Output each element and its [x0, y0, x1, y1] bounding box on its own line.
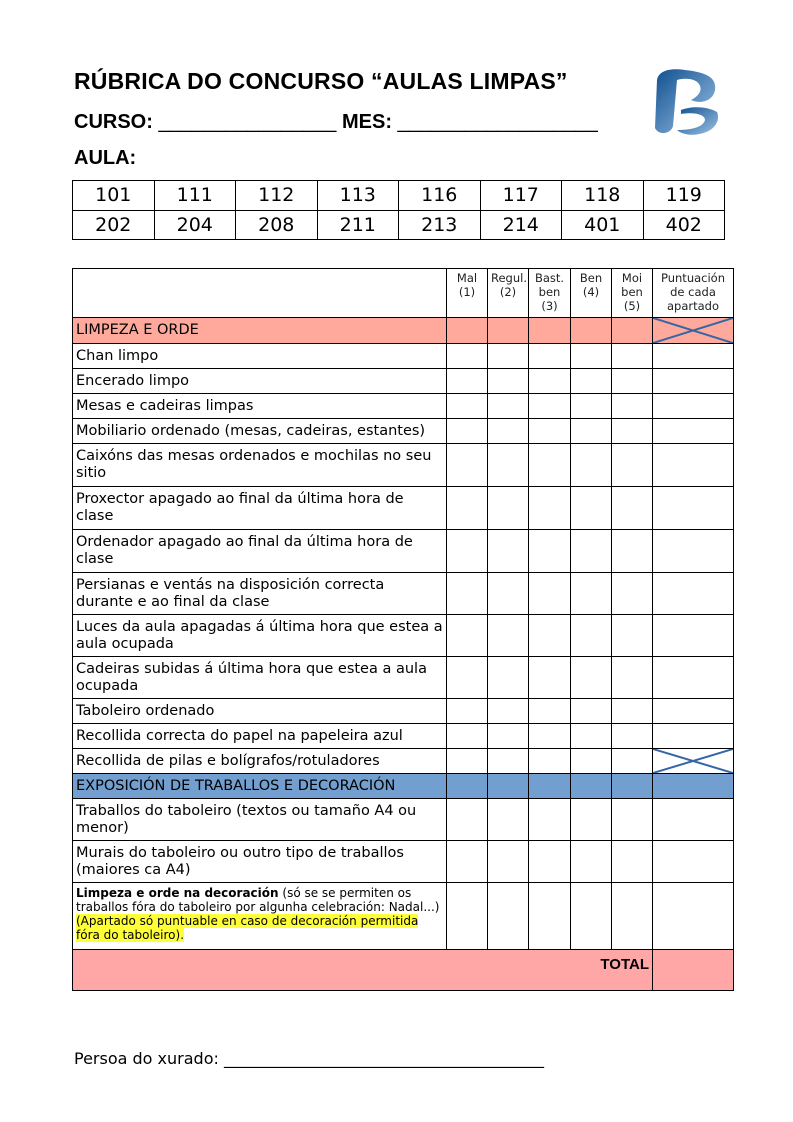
score-cell[interactable] [488, 419, 529, 444]
section-row-limpeza [73, 318, 734, 344]
criterion-row [73, 394, 734, 419]
score-cell[interactable] [447, 883, 488, 950]
score-cell[interactable] [571, 749, 612, 774]
criterion-label: Cadeiras subidas á última hora que estea a aula ocupada [73, 657, 447, 699]
points-cell[interactable] [653, 394, 734, 419]
criterion-row [73, 344, 734, 369]
curso-mes-line [74, 111, 598, 134]
curso-field[interactable]: ________________ [158, 111, 337, 133]
score-cell[interactable] [571, 487, 612, 530]
score-cell[interactable] [447, 749, 488, 774]
score-cell[interactable] [447, 841, 488, 883]
room-cell[interactable]: 202 [73, 210, 155, 240]
score-cell[interactable] [612, 573, 653, 615]
room-cell[interactable]: 118 [562, 181, 644, 211]
criterion-row [73, 699, 734, 724]
score-cell[interactable] [571, 841, 612, 883]
decoration-note: (Apartado só puntuable en caso de decoración permitida fóra do taboleiro). [76, 914, 419, 942]
col-header-mal: Mal (1) [447, 269, 488, 318]
score-cell[interactable] [612, 344, 653, 369]
col-header-regul: Regul. (2) [488, 269, 529, 318]
jury-name-field[interactable]: ________________________________________ [223, 1049, 544, 1068]
criterion-label: Chan limpo [73, 344, 447, 369]
curso-label: CURSO: [74, 111, 153, 133]
criterion-label: Recollida correcta do papel na papeleira azul [73, 724, 447, 749]
criterion-label: Luces da aula apagadas á última hora que estea a aula ocupada [73, 615, 447, 657]
score-cell[interactable] [612, 841, 653, 883]
points-cell[interactable] [653, 487, 734, 530]
score-cell[interactable] [529, 369, 571, 394]
criterion-row [73, 841, 734, 883]
points-cell[interactable] [653, 530, 734, 573]
room-cell[interactable]: 119 [643, 181, 725, 211]
score-cell[interactable] [612, 657, 653, 699]
rubric-table [72, 268, 734, 991]
points-cell[interactable] [653, 369, 734, 394]
total-label: TOTAL [73, 950, 653, 991]
room-cell[interactable]: 208 [236, 210, 318, 240]
score-cell[interactable] [488, 615, 529, 657]
col-header-puntuacion: Puntuación de cada apartado [653, 269, 734, 318]
score-cell[interactable] [529, 749, 571, 774]
room-row-2 [73, 210, 725, 240]
score-cell[interactable] [529, 883, 571, 950]
criterion-label: Ordenador apagado ao final da última hora de clase [73, 530, 447, 573]
score-cell[interactable] [529, 444, 571, 487]
score-cell[interactable] [612, 615, 653, 657]
criterion-row [73, 724, 734, 749]
score-cell[interactable] [447, 444, 488, 487]
criterion-label: Encerado limpo [73, 369, 447, 394]
room-row-1 [73, 181, 725, 211]
page-title: RÚBRICA DO CONCURSO “AULAS LIMPAS” [74, 68, 568, 94]
score-cell[interactable] [612, 799, 653, 841]
room-cell[interactable]: 112 [236, 181, 318, 211]
cross-icon [653, 749, 733, 773]
criterion-label: Caixóns das mesas ordenados e mochilas no seu sitio [73, 444, 447, 487]
score-cell[interactable] [447, 530, 488, 573]
score-cell[interactable] [529, 530, 571, 573]
score-cell[interactable] [488, 530, 529, 573]
room-cell[interactable]: 214 [480, 210, 562, 240]
criterion-label: Persianas e ventás na disposición correcta durante e ao final da clase [73, 573, 447, 615]
score-cell[interactable] [447, 344, 488, 369]
jury-label: Persoa do xurado: [74, 1049, 219, 1068]
room-cell[interactable]: 117 [480, 181, 562, 211]
criterion-row [73, 419, 734, 444]
score-cell[interactable] [488, 749, 529, 774]
score-cell[interactable] [529, 657, 571, 699]
points-cell[interactable] [653, 724, 734, 749]
criteria-header [73, 269, 447, 318]
col-header-ben: Ben (4) [571, 269, 612, 318]
score-cell[interactable] [529, 419, 571, 444]
score-cell[interactable] [571, 344, 612, 369]
score-cell[interactable] [529, 344, 571, 369]
room-cell[interactable]: 101 [73, 181, 155, 211]
room-cell[interactable]: 116 [399, 181, 481, 211]
criterion-label: Taboleiro ordenado [73, 699, 447, 724]
section-title: EXPOSICIÓN DE TRABALLOS E DECORACIÓN [73, 774, 447, 799]
score-cell[interactable] [612, 369, 653, 394]
score-cell[interactable] [612, 724, 653, 749]
room-cell[interactable]: 211 [317, 210, 399, 240]
score-cell[interactable] [529, 394, 571, 419]
score-cell[interactable] [612, 487, 653, 530]
criterion-label: Murais do taboleiro ou outro tipo de traballos (maiores ca A4) [73, 841, 447, 883]
score-cell[interactable] [529, 487, 571, 530]
points-cell[interactable] [653, 657, 734, 699]
points-cell[interactable] [653, 615, 734, 657]
score-cell[interactable] [571, 444, 612, 487]
score-cell[interactable] [529, 724, 571, 749]
score-cell[interactable] [571, 419, 612, 444]
score-cell[interactable] [529, 699, 571, 724]
score-cell[interactable] [447, 699, 488, 724]
col-header-bast-ben: Bast. ben (3) [529, 269, 571, 318]
score-cell[interactable] [488, 883, 529, 950]
crossed-out-cell [653, 749, 734, 774]
score-cell[interactable] [488, 369, 529, 394]
criterion-label: Traballos do taboleiro (textos ou tamaño A4 ou menor) [73, 799, 447, 841]
room-cell[interactable]: 113 [317, 181, 399, 211]
criterion-row [73, 530, 734, 573]
score-cell[interactable] [612, 444, 653, 487]
criterion-label-decoration [73, 883, 447, 950]
score-cell[interactable] [529, 615, 571, 657]
score-cell[interactable] [529, 841, 571, 883]
jury-signature-line [74, 1049, 544, 1068]
score-cell[interactable] [612, 883, 653, 950]
col-header-moi-ben: Moi ben (5) [612, 269, 653, 318]
criterion-row-decoration [73, 883, 734, 950]
crossed-out-cell [653, 318, 734, 344]
score-cell[interactable] [529, 573, 571, 615]
score-cell[interactable] [571, 699, 612, 724]
rubric-header-row [73, 269, 734, 318]
score-cell[interactable] [571, 369, 612, 394]
score-cell[interactable] [571, 615, 612, 657]
score-cell[interactable] [612, 530, 653, 573]
score-cell[interactable] [571, 799, 612, 841]
room-cell[interactable]: 402 [643, 210, 725, 240]
room-cell[interactable]: 204 [154, 210, 236, 240]
room-cell[interactable]: 213 [399, 210, 481, 240]
room-cell[interactable]: 111 [154, 181, 236, 211]
score-cell[interactable] [488, 657, 529, 699]
score-cell[interactable] [571, 724, 612, 749]
decoration-detail: (só se se permiten os traballos fóra do taboleiro por algunha celebración: Nadal...) [76, 886, 440, 914]
criterion-row [73, 444, 734, 487]
score-cell[interactable] [488, 699, 529, 724]
score-cell[interactable] [488, 841, 529, 883]
score-cell[interactable] [488, 344, 529, 369]
score-cell[interactable] [447, 487, 488, 530]
points-cell[interactable] [653, 573, 734, 615]
criterion-label: Mobiliario ordenado (mesas, cadeiras, estantes) [73, 419, 447, 444]
aula-label: AULA: [74, 147, 137, 169]
criterion-label: Recollida de pilas e bolígrafos/rotuladores [73, 749, 447, 774]
criterion-row [73, 369, 734, 394]
section-row-exposicion [73, 774, 734, 799]
score-cell[interactable] [447, 724, 488, 749]
score-cell[interactable] [447, 419, 488, 444]
total-points-cell[interactable] [653, 950, 734, 991]
score-cell[interactable] [488, 573, 529, 615]
points-cell[interactable] [653, 699, 734, 724]
score-cell[interactable] [612, 394, 653, 419]
points-cell[interactable] [653, 444, 734, 487]
score-cell[interactable] [612, 749, 653, 774]
score-cell[interactable] [529, 799, 571, 841]
score-cell[interactable] [447, 799, 488, 841]
score-cell[interactable] [571, 657, 612, 699]
score-cell[interactable] [488, 724, 529, 749]
score-cell[interactable] [571, 883, 612, 950]
score-cell[interactable] [447, 573, 488, 615]
score-cell[interactable] [571, 394, 612, 419]
score-cell[interactable] [488, 487, 529, 530]
decoration-title: Limpeza e orde na decoración [76, 886, 279, 900]
points-cell[interactable] [653, 841, 734, 883]
cross-icon [653, 318, 733, 343]
points-cell[interactable] [653, 799, 734, 841]
criterion-label: Proxector apagado ao final da última hora de clase [73, 487, 447, 530]
points-cell[interactable] [653, 344, 734, 369]
criterion-row [73, 749, 734, 774]
score-cell[interactable] [488, 444, 529, 487]
score-cell[interactable] [447, 394, 488, 419]
score-cell[interactable] [571, 530, 612, 573]
score-cell[interactable] [447, 369, 488, 394]
points-cell[interactable] [653, 419, 734, 444]
score-cell[interactable] [447, 615, 488, 657]
total-row [73, 950, 734, 991]
score-cell[interactable] [488, 394, 529, 419]
score-cell[interactable] [447, 657, 488, 699]
criterion-row [73, 799, 734, 841]
criterion-row [73, 615, 734, 657]
criterion-row [73, 487, 734, 530]
score-cell[interactable] [612, 419, 653, 444]
room-selector-table [72, 180, 725, 240]
mes-label: MES: [341, 111, 392, 133]
mes-field[interactable]: __________________ [397, 111, 598, 133]
points-cell[interactable] [653, 883, 734, 950]
criterion-label: Mesas e cadeiras limpas [73, 394, 447, 419]
criterion-row [73, 657, 734, 699]
section-title: LIMPEZA E ORDE [73, 318, 447, 344]
score-cell[interactable] [612, 699, 653, 724]
criterion-row [73, 573, 734, 615]
room-cell[interactable]: 401 [562, 210, 644, 240]
score-cell[interactable] [488, 799, 529, 841]
score-cell[interactable] [571, 573, 612, 615]
school-logo-icon [651, 66, 723, 136]
